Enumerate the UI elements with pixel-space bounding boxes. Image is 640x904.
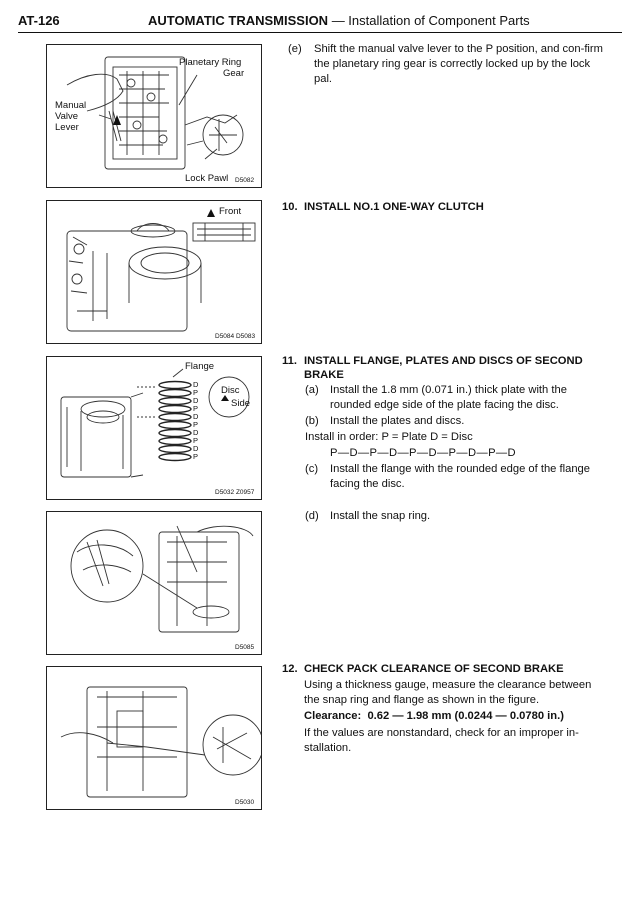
page-header [18,12,622,33]
figure-flange-plates-discs [46,356,262,500]
step-12-note: If the values are nonstandard, check for an improper in-stallation. [304,727,579,754]
figure-one-way-clutch [46,200,262,344]
label-planetary-ring-gear: Planetary Ring Gear [179,57,245,79]
clearance-value: 0.62 — 1.98 mm (0.0244 — 0.0780 in.) [367,710,564,722]
plate-disc-letters: D P D P D P D P D P [193,380,199,461]
figure-5-drawing [47,667,261,809]
step-12-number: 12. [282,663,298,675]
arrow-up-icon [207,209,215,217]
figure-3-drawing [47,357,261,499]
step-11d-text: Install the snap ring. [330,510,431,522]
figure-snap-ring [46,511,262,655]
step-12-body: Using a thickness gauge, measure the clearance between the snap ring and flange as shown in the figure. [304,679,592,706]
disc-stack [159,382,191,461]
step-11a-text: Install the 1.8 mm (0.071 in.) thick plate with the rounded edge side of the plate facing the disc. [330,384,567,411]
step-10-number: 10. [282,201,298,213]
label-flange: Flange [185,361,215,372]
step-11-number: 11. [282,355,297,367]
figure-code: D5082 [235,177,255,184]
step-11d-mark: (d) [305,510,319,522]
figure-2-drawing [47,201,261,343]
step-11-title: INSTALL FLANGE, PLATES AND DISCS OF SECOND BRAKE [304,355,583,381]
figure-manual-valve-lever [46,44,262,188]
section-subtitle: — Installation of Component Parts [328,13,530,28]
step-e-mark: (e) [288,43,302,55]
section-title: AUTOMATIC TRANSMISSION [148,13,329,28]
figure-code: D5032 Z0957 [215,489,255,496]
step-11a-mark: (a) [305,384,319,396]
step-11-heading [282,354,604,382]
page-title [148,13,530,28]
figure-code: D5030 [235,799,255,806]
step-11c-text: Install the flange with the rounded edge of the flange facing the disc. [330,463,590,490]
step-12-title: CHECK PACK CLEARANCE OF SECOND BRAKE [304,663,564,675]
step-11b-mark: (b) [305,415,319,427]
step-11c-mark: (c) [305,463,319,475]
label-lock-pawl: Lock Pawl [185,173,229,184]
label-disc: Disc [221,385,240,396]
step-10-title: INSTALL NO.1 ONE-WAY CLUTCH [304,201,484,213]
install-order: Install in order: P = Plate D = Disc [305,431,473,443]
page-number: AT-126 [18,13,60,28]
label-side: Side [231,398,251,409]
figure-code: D5084 D5083 [215,333,256,340]
clearance-label: Clearance: [304,710,362,722]
figure-pack-clearance [46,666,262,810]
step-11b-text: Install the plates and discs. [330,415,465,427]
clearance-spec [304,709,606,724]
figure-4-drawing [47,512,261,654]
label-front: Front [219,206,242,217]
step-e-text: Shift the manual valve lever to the P position, and con-firm the planetary ring gear is correctly locked up by the lock pal. [314,43,603,85]
label-manual-valve-lever: Manual Valve Lever [55,100,87,133]
figure-code: D5085 [235,644,255,651]
install-sequence: P—D—P—D—P—D—P—D—P—D [330,447,516,459]
